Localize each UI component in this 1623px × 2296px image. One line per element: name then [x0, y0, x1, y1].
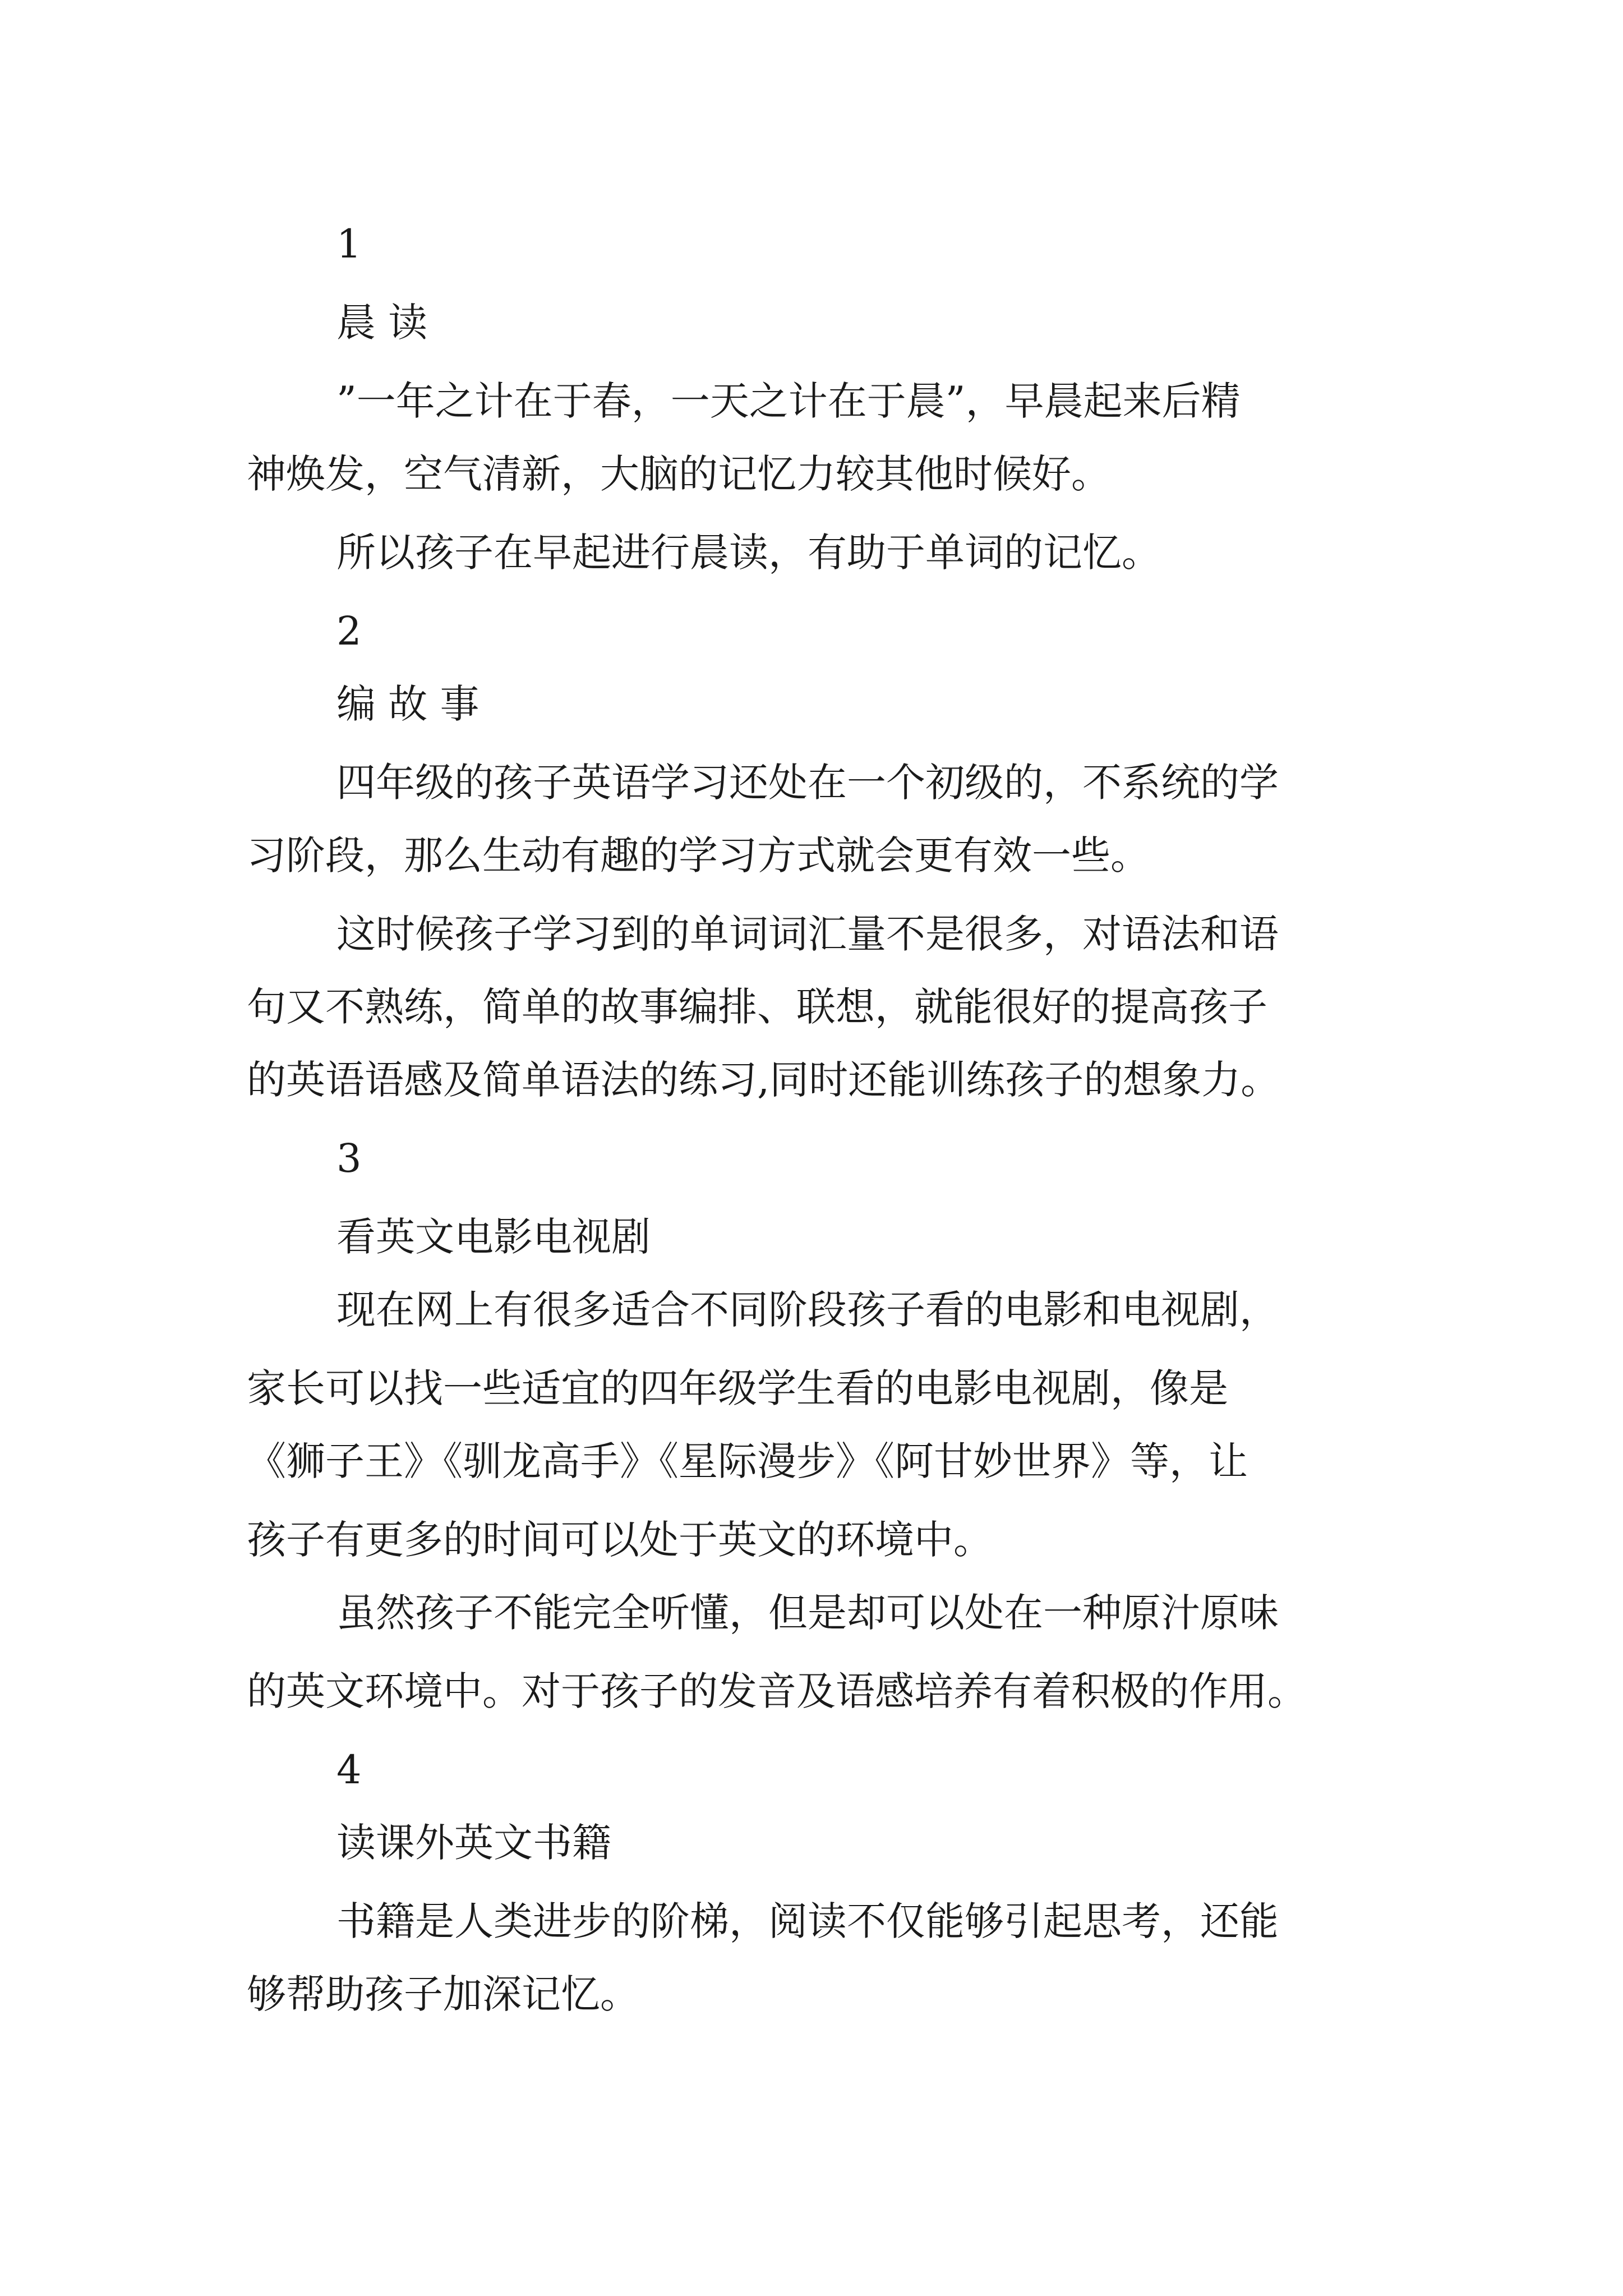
section-number: 4	[336, 1747, 362, 1793]
section-number: 1	[336, 221, 362, 267]
paragraph-line: 家长可以找一些适宜的四年级学生看的电影电视剧，像是	[247, 1365, 1228, 1411]
paragraph-line: ”一年之计在于春，一天之计在于晨”，早晨起来后精	[336, 378, 1241, 424]
paragraph-line: 《狮子王》《驯龙高手》《星际漫步》《阿甘妙世界》等，让	[247, 1438, 1248, 1484]
section-number: 3	[336, 1135, 362, 1181]
paragraph-line: 四年级的孩子英语学习还处在一个初级的，不系统的学	[336, 760, 1279, 806]
section-heading: 晨 读	[336, 300, 428, 346]
paragraph-line: 够帮助孩子加深记忆。	[247, 1971, 639, 2017]
paragraph-line: 书籍是人类进步的阶梯，阅读不仅能够引起思考，还能	[336, 1898, 1279, 1944]
paragraph-line: 这时候孩子学习到的单词词汇量不是很多，对语法和语	[336, 911, 1279, 957]
paragraph-line: 现在网上有很多适合不同阶段孩子看的电影和电视剧，	[336, 1287, 1279, 1333]
paragraph-line: 神焕发，空气清新，大脑的记忆力较其他时候好。	[247, 451, 1110, 497]
paragraph-line: 的英文环境中。对于孩子的发音及语感培养有着积极的作用。	[247, 1668, 1307, 1714]
paragraph-line: 的英语语感及简单语法的练习,同时还能训练孩子的想象力。	[247, 1057, 1280, 1103]
section-heading: 看英文电影电视剧	[336, 1214, 651, 1260]
paragraph-line: 习阶段，那么生动有趣的学习方式就会更有效一些。	[247, 832, 1150, 878]
section-heading: 编 故 事	[336, 681, 479, 727]
paragraph-line: 所以孩子在早起进行晨读，有助于单词的记忆。	[336, 530, 1161, 576]
section-number: 2	[336, 608, 362, 654]
paragraph-line: 孩子有更多的时间可以处于英文的环境中。	[247, 1517, 993, 1563]
paragraph-line: 句又不熟练，简单的故事编排、联想，就能很好的提高孩子	[247, 984, 1267, 1030]
section-heading: 读课外英文书籍	[336, 1820, 611, 1866]
paragraph-line: 虽然孩子不能完全听懂，但是却可以处在一种原汁原味	[336, 1590, 1279, 1636]
